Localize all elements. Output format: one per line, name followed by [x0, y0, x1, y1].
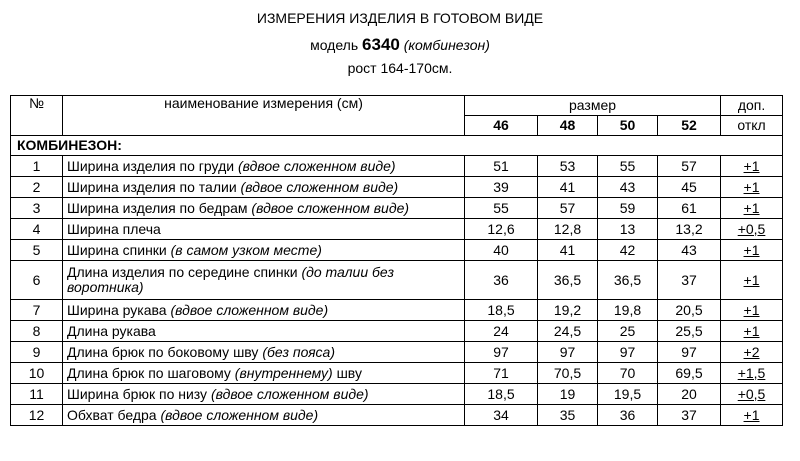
measurement-name	[63, 219, 465, 240]
tolerance-value	[721, 405, 783, 426]
row-number: 1	[11, 156, 63, 177]
measurement-label-tail: шву	[336, 364, 362, 381]
tolerance-value	[721, 198, 783, 219]
col-tol-header-2: откл	[721, 116, 783, 136]
col-size-header: размер	[465, 96, 721, 116]
measurement-label: Ширина рукава	[67, 301, 167, 318]
measurements-table	[10, 95, 783, 426]
measurement-note: (в самом узком месте)	[170, 241, 322, 258]
table-row	[11, 384, 783, 405]
table-row	[11, 300, 783, 321]
measurement-label: Длина рукава	[67, 322, 156, 339]
size-value: 20,5	[658, 300, 721, 321]
table-row	[11, 198, 783, 219]
model-prefix: модель	[310, 37, 359, 53]
measurement-label: Длина брюк по боковому шву	[67, 343, 259, 360]
measurement-name	[63, 156, 465, 177]
row-number: 11	[11, 384, 63, 405]
size-value: 24	[465, 321, 538, 342]
size-value: 71	[465, 363, 538, 384]
size-value: 40	[465, 240, 538, 261]
measurement-name	[63, 261, 465, 300]
tolerance-text: +1	[743, 322, 760, 339]
size-50: 50	[598, 116, 658, 136]
size-value: 19,5	[598, 384, 658, 405]
table-row	[11, 321, 783, 342]
col-name-header: наименование измерения (см)	[63, 96, 465, 136]
size-value: 97	[598, 342, 658, 363]
size-value: 35	[538, 405, 598, 426]
page-title: ИЗМЕРЕНИЯ ИЗДЕЛИЯ В ГОТОВОМ ВИДЕ	[256, 10, 544, 26]
table-row	[11, 405, 783, 426]
tolerance-text: +0,5	[737, 220, 766, 237]
col-tol-header: доп.	[721, 96, 783, 116]
size-value: 12,8	[538, 219, 598, 240]
tolerance-text: +1	[743, 241, 760, 258]
size-value: 18,5	[465, 300, 538, 321]
tolerance-value	[721, 219, 783, 240]
measurement-note: (вдвое сложенном виде)	[210, 385, 369, 402]
size-46: 46	[465, 116, 538, 136]
measurement-name	[63, 342, 465, 363]
row-number: 4	[11, 219, 63, 240]
size-value: 37	[658, 405, 721, 426]
size-value: 36,5	[538, 261, 598, 300]
measurement-label: Ширина изделия по бедрам	[67, 199, 248, 216]
tolerance-text: +1	[743, 157, 760, 174]
measurement-label: Длина изделия по середине спинки	[67, 264, 298, 280]
row-number: 3	[11, 198, 63, 219]
measurement-name	[63, 363, 465, 384]
size-value: 59	[598, 198, 658, 219]
measurement-note: (вдвое сложенном виде)	[240, 178, 399, 195]
table-row	[11, 156, 783, 177]
measurement-note: (вдвое сложенном виде)	[170, 301, 329, 318]
tolerance-value	[721, 261, 783, 300]
size-value: 70	[598, 363, 658, 384]
size-value: 55	[598, 156, 658, 177]
size-value: 24,5	[538, 321, 598, 342]
measurement-label: Ширина брюк по низу	[67, 385, 208, 402]
size-52: 52	[658, 116, 721, 136]
tolerance-text: +0,5	[737, 385, 766, 402]
size-value: 39	[465, 177, 538, 198]
measurement-note: (вдвое сложенном виде)	[237, 157, 396, 174]
section-title: КОМБИНЕЗОН:	[11, 136, 783, 156]
size-value: 55	[465, 198, 538, 219]
size-value: 36	[598, 405, 658, 426]
size-value: 36,5	[598, 261, 658, 300]
measurement-name	[63, 177, 465, 198]
measurement-name	[63, 300, 465, 321]
model-line	[0, 35, 800, 55]
tolerance-value	[721, 363, 783, 384]
table-row	[11, 177, 783, 198]
row-number: 12	[11, 405, 63, 426]
tolerance-value	[721, 342, 783, 363]
row-number: 8	[11, 321, 63, 342]
measurement-label: Ширина плеча	[67, 220, 161, 237]
tolerance-text: +1	[743, 199, 760, 216]
table-row	[11, 363, 783, 384]
size-value: 42	[598, 240, 658, 261]
measurement-label: Ширина спинки	[67, 241, 167, 258]
tolerance-text: +2	[743, 343, 760, 360]
measurement-label: Длина брюк по шаговому	[67, 364, 231, 381]
measurement-label: Обхват бедра	[67, 406, 157, 423]
measurement-note: (вдвое сложенном виде)	[251, 199, 410, 216]
row-number: 7	[11, 300, 63, 321]
size-value: 45	[658, 177, 721, 198]
table-row	[11, 261, 783, 300]
tolerance-value	[721, 300, 783, 321]
tolerance-text: +1,5	[737, 364, 766, 381]
measurement-name	[63, 198, 465, 219]
header-row	[11, 96, 783, 116]
tolerance-text: +1	[743, 178, 760, 195]
size-value: 13	[598, 219, 658, 240]
size-value: 97	[538, 342, 598, 363]
size-value: 51	[465, 156, 538, 177]
row-number: 9	[11, 342, 63, 363]
size-value: 19,8	[598, 300, 658, 321]
measurement-note: (вдвое сложенном виде)	[160, 406, 319, 423]
size-value: 97	[658, 342, 721, 363]
size-48: 48	[538, 116, 598, 136]
size-value: 43	[598, 177, 658, 198]
measurement-name	[63, 240, 465, 261]
row-number: 5	[11, 240, 63, 261]
size-value: 25,5	[658, 321, 721, 342]
tolerance-text: +1	[743, 406, 760, 423]
tolerance-value	[721, 156, 783, 177]
tolerance-text: +1	[743, 301, 760, 318]
height-range: рост 164-170см.	[347, 60, 453, 76]
measurement-note: (без пояса)	[262, 343, 336, 360]
tolerance-value	[721, 384, 783, 405]
size-value: 20	[658, 384, 721, 405]
size-value: 57	[658, 156, 721, 177]
size-value: 25	[598, 321, 658, 342]
size-value: 34	[465, 405, 538, 426]
size-value: 41	[538, 240, 598, 261]
measurement-name	[63, 384, 465, 405]
size-value: 18,5	[465, 384, 538, 405]
size-value: 41	[538, 177, 598, 198]
measurement-label: Ширина изделия по груди	[67, 157, 235, 174]
measurement-note: (внутреннему)	[234, 364, 333, 381]
measurement-note: (до талии без воротника)	[67, 264, 395, 295]
size-value: 37	[658, 261, 721, 300]
tolerance-value	[721, 240, 783, 261]
size-value: 13,2	[658, 219, 721, 240]
model-kind: (комбинезон)	[403, 37, 490, 53]
section-row	[11, 136, 783, 156]
measurement-name	[63, 405, 465, 426]
size-value: 19	[538, 384, 598, 405]
size-value: 57	[538, 198, 598, 219]
size-value: 12,6	[465, 219, 538, 240]
row-number: 2	[11, 177, 63, 198]
size-value: 53	[538, 156, 598, 177]
row-number: 10	[11, 363, 63, 384]
size-value: 70,5	[538, 363, 598, 384]
size-value: 43	[658, 240, 721, 261]
table-row	[11, 240, 783, 261]
measurement-label: Ширина изделия по талии	[67, 178, 237, 195]
tolerance-value	[721, 321, 783, 342]
tolerance-value	[721, 177, 783, 198]
table-row	[11, 219, 783, 240]
size-value: 36	[465, 261, 538, 300]
tolerance-text: +1	[743, 271, 760, 288]
col-no-header: №	[11, 96, 63, 136]
row-number: 6	[11, 261, 63, 300]
size-value: 61	[658, 198, 721, 219]
table-row	[11, 342, 783, 363]
size-value: 19,2	[538, 300, 598, 321]
size-value: 69,5	[658, 363, 721, 384]
model-number: 6340	[362, 35, 400, 54]
size-value: 97	[465, 342, 538, 363]
measurement-name	[63, 321, 465, 342]
